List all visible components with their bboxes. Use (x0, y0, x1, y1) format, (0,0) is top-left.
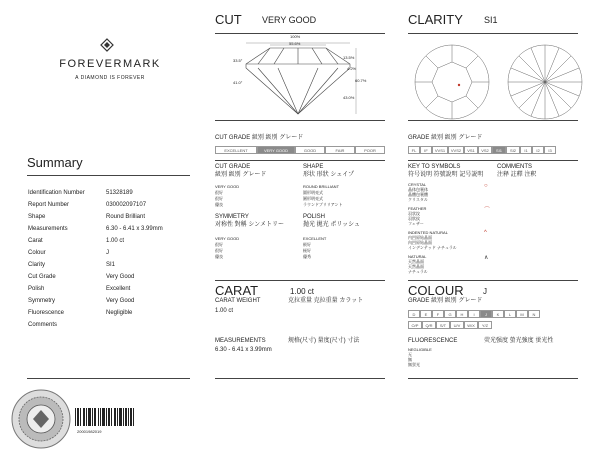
colour-title: COLOUR (408, 283, 464, 298)
clarity-scale-cell: SI2 (506, 146, 520, 154)
summary-row: Comments (28, 322, 58, 328)
colour-scale-cell: D (408, 310, 420, 318)
cut-grade-val-sc: 很好 (215, 190, 223, 195)
fluorescence-val-en: NEGLIGIBLE (408, 347, 432, 352)
cut-grade-val-en: VERY GOOD (215, 184, 240, 189)
colour-scale-cell: I (468, 310, 480, 318)
clarity-scale-cell: I3 (544, 146, 556, 154)
colour-scale-cell: H (456, 310, 468, 318)
clarity-scale-label: GRADE 級別 級別 グレード (408, 135, 483, 141)
cut-mid-divider (215, 120, 385, 121)
summary-row: Shape Round Brilliant (28, 214, 146, 220)
key-indented-natural-label: INDENTED NATURAL (408, 230, 448, 235)
key-crystal-tc: 晶體包裹體 (408, 192, 428, 197)
colour-scale-cell: N (528, 310, 540, 318)
carat-weight-value: 1.00 ct (215, 308, 234, 314)
key-feather-tc: 羽狀紋 (408, 216, 420, 221)
carat-value: 1.00 ct (290, 287, 315, 296)
clarity-scale-divider (408, 160, 578, 161)
carat-bottom-divider (215, 378, 385, 379)
carat-title: CARAT (215, 283, 259, 298)
key-to-symbols-sub: 符号说明 符號說明 記号説明 (408, 172, 484, 178)
clarity-scale-cell: FL (408, 146, 420, 154)
cut-grade-scale (215, 146, 385, 154)
colour-scale-cell: M (516, 310, 528, 318)
colour-top-divider (408, 280, 578, 281)
polish-sub: 抛光 拋光 ポリッシュ (303, 222, 360, 228)
cut-scale-cell: VERY GOOD (257, 146, 295, 154)
key-natural-tc: 天然晶面 (408, 264, 424, 269)
carat-top-divider (215, 280, 385, 281)
clarity-scale-cell: I1 (520, 146, 532, 154)
colour-scale-cell: Y/Z (478, 321, 492, 329)
cut-grade-heading: CUT GRADE (215, 164, 251, 170)
summary-title: Summary (27, 155, 83, 170)
fluorescence-val-tc: 無 (408, 357, 412, 362)
cut-scale-divider (215, 160, 385, 161)
fluorescence-sub: 荧光强度 螢光強度 蛍光性 (484, 338, 554, 344)
carat-weight-label: CARAT WEIGHT (215, 298, 261, 304)
fluorescence-label: FLUORESCENCE (408, 338, 458, 344)
colour-scale-cell: J (480, 310, 492, 318)
cut-scale-label: CUT GRADE 級別 級別 グレード (215, 135, 304, 141)
cut-title: CUT (215, 12, 242, 27)
shape-val-jp: ラウンドブリリアント (303, 202, 343, 207)
colour-scale-cell: W/X (464, 321, 478, 329)
shape-val-tc: 圓形明亮式 (303, 196, 323, 201)
cut-scale-cell: POOR (355, 146, 385, 154)
colour-scale-cell: E (420, 310, 432, 318)
summary-divider (27, 175, 190, 176)
summary-row: Polish Excellent (28, 286, 131, 292)
shape-sub: 形状 形狀 シェイプ (303, 172, 355, 178)
colour-grade-scale-row2 (408, 321, 492, 329)
shape-heading: SHAPE (303, 164, 324, 170)
key-natural-jp: ナチュラル (408, 269, 428, 274)
clarity-scale-cell: VS2 (478, 146, 492, 154)
clarity-grade-value: SI1 (484, 15, 498, 25)
shape-val-en: ROUND BRILLIANT (303, 184, 340, 189)
fluorescence-val-jp: 無蛍光 (408, 362, 420, 367)
feather-symbol-icon: ⌒ (484, 208, 491, 214)
cut-scale-cell: GOOD (295, 146, 325, 154)
cut-pavilion-depth: 43.0% (343, 95, 355, 100)
clarity-top-divider (408, 33, 578, 34)
measurements-value: 6.30 - 6.41 x 3.99mm (215, 347, 272, 353)
symmetry-heading: SYMMETRY (215, 214, 249, 220)
key-indented-natural-sc: 内凹原始晶面 (408, 235, 432, 240)
cut-top-pct: 100% (290, 34, 301, 39)
summary-row: Carat 1.00 ct (28, 238, 125, 244)
key-indented-natural-jp: インデンテッド ナチュラル (408, 245, 457, 250)
comments-sub: 注释 註釋 注釈 (497, 172, 537, 178)
clarity-mid-divider (408, 120, 578, 121)
clarity-scale-cell: VS1 (464, 146, 478, 154)
cut-grade-value: VERY GOOD (262, 15, 317, 25)
colour-scale-label: GRADE 級別 級別 グレード (408, 298, 483, 304)
barcode-number: 20001982019 (77, 429, 102, 434)
fluorescence-val-sc: 无 (408, 352, 412, 357)
natural-symbol-icon: ∧ (484, 255, 489, 261)
indented-natural-symbol-icon: ^ (484, 230, 487, 236)
key-to-symbols-heading: KEY TO SYMBOLS (408, 164, 461, 170)
clarity-title: CLARITY (408, 12, 463, 27)
key-crystal-label: CRYSTAL (408, 182, 427, 187)
summary-bottom-divider (27, 378, 190, 379)
colour-scale-cell: F (432, 310, 444, 318)
brand-name: FOREVERMARK (59, 58, 161, 70)
summary-row: Clarity SI1 (28, 262, 116, 268)
summary-row: Measurements 6.30 - 6.41 x 3.99mm (28, 226, 163, 232)
clarity-scale-cell: I2 (532, 146, 544, 154)
cut-grade-val-jp: 優良 (215, 202, 223, 207)
cut-grade-val-tc: 很好 (215, 196, 223, 201)
cut-crown-angle: 33.5° (233, 58, 243, 63)
summary-row: Report Number 030002097107 (28, 202, 147, 208)
polish-val-en: EXCELLENT (303, 236, 327, 241)
cut-crown-height: 13.5% (343, 55, 355, 60)
colour-scale-cell: K (492, 310, 504, 318)
clarity-crown-plot (412, 42, 492, 122)
clarity-scale-cell: VVS2 (448, 146, 464, 154)
key-feather-label: FEATHER (408, 206, 427, 211)
colour-scale-cell: O/P (408, 321, 422, 329)
brand-tagline: A DIAMOND IS FOREVER (75, 75, 145, 81)
crystal-symbol-icon: ○ (484, 183, 488, 189)
carat-weight-sub: 克拉重量 克拉重量 カラット (288, 298, 364, 304)
summary-row: Colour J (28, 250, 109, 256)
symmetry-val-sc: 很好 (215, 242, 223, 247)
summary-row: Symmetry Very Good (28, 298, 135, 304)
key-feather-jp: フェザー (408, 221, 424, 226)
colour-scale-cell: L (504, 310, 516, 318)
colour-scale-cell: Q/R (422, 321, 436, 329)
symmetry-val-tc: 很好 (215, 248, 223, 253)
cut-grade-sub: 級別 級別 グレード (215, 172, 267, 178)
colour-grade-scale-row1 (408, 310, 540, 318)
key-crystal-sc: 晶体包裹体 (408, 187, 428, 192)
shape-val-sc: 圆形明亮式 (303, 190, 323, 195)
polish-heading: POLISH (303, 214, 326, 220)
cut-scale-cell: FAIR (325, 146, 355, 154)
clarity-pavilion-plot (505, 42, 585, 122)
symmetry-sub: 对称性 對稱 シンメトリー (215, 222, 285, 228)
cut-profile-diagram (228, 42, 368, 122)
colour-scale-cell: G (444, 310, 456, 318)
cut-scale-cell: EXCELLENT (215, 146, 257, 154)
measurements-label: MEASUREMENTS (215, 338, 266, 344)
symmetry-val-jp: 優良 (215, 254, 223, 259)
polish-val-jp: 優秀 (303, 254, 311, 259)
key-feather-sc: 羽状纹 (408, 211, 420, 216)
colour-scale-cell: U/V (450, 321, 464, 329)
comments-heading: COMMENTS (497, 164, 532, 170)
clarity-scale-cell: SI1 (492, 146, 506, 154)
clarity-grade-scale (408, 146, 556, 154)
summary-row: Identification Number 51328189 (28, 190, 133, 196)
clarity-scale-cell: IF (420, 146, 432, 154)
cut-pavilion-angle: 41.0° (233, 80, 243, 85)
cut-table-pct: 55.6% (289, 41, 301, 46)
summary-row: Fluorescence Negligible (28, 310, 133, 316)
measurements-sub: 规格(尺寸) 量度(尺寸) 寸法 (288, 338, 360, 344)
key-crystal-jp: クリスタル (408, 197, 428, 202)
symmetry-val-en: VERY GOOD (215, 236, 240, 241)
clarity-scale-cell: VVS1 (432, 146, 448, 154)
colour-bottom-divider (408, 378, 578, 379)
key-natural-sc: 天然晶面 (408, 259, 424, 264)
cut-girdle: 4.2% (347, 66, 357, 71)
key-indented-natural-tc: 內凹原始晶面 (408, 240, 432, 245)
seal-icon (10, 388, 72, 450)
barcode-icon (75, 408, 135, 426)
forevermark-logo-icon (100, 38, 114, 52)
polish-val-tc: 極好 (303, 248, 311, 253)
colour-grade-value: J (483, 287, 487, 296)
key-natural-label: NATURAL (408, 254, 427, 259)
polish-val-sc: 极好 (303, 242, 311, 247)
colour-scale-cell: S/T (436, 321, 450, 329)
cut-depth: 60.7% (355, 78, 367, 83)
summary-row: Cut Grade Very Good (28, 274, 135, 280)
